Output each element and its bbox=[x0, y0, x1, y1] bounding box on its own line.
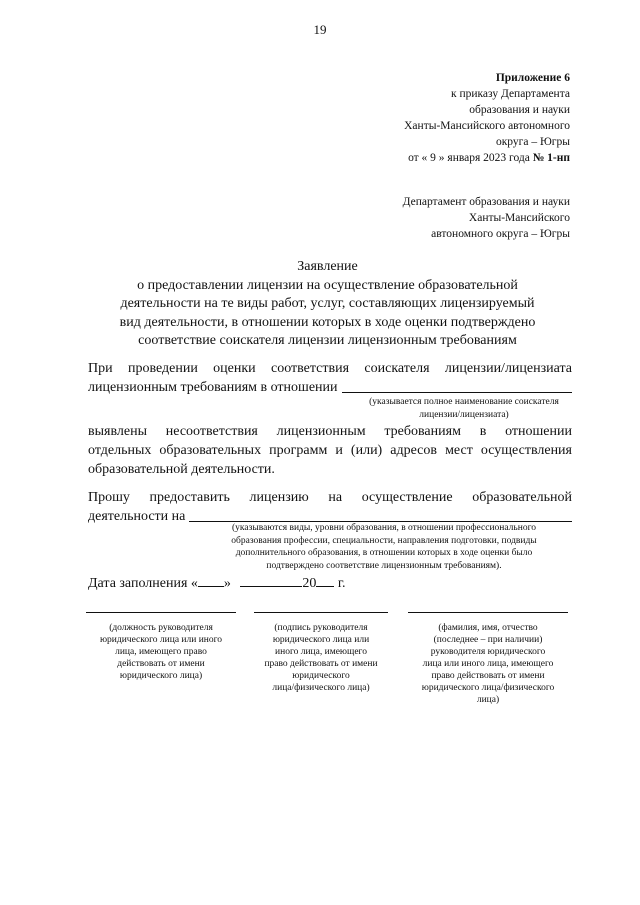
note-line: подтверждено соответствие лицензионным требованиям). bbox=[266, 560, 502, 571]
year-suffix: г. bbox=[337, 576, 346, 591]
signature-caption bbox=[86, 622, 236, 682]
activity-types-field[interactable] bbox=[189, 507, 572, 522]
caption-line: лица/физического лица) bbox=[272, 683, 370, 693]
statement-title-block bbox=[85, 258, 570, 351]
appendix-title: Приложение 6 bbox=[495, 72, 570, 84]
caption-line: иного лица, имеющего bbox=[275, 647, 367, 657]
caption-line: юридического bbox=[292, 671, 350, 681]
licensee-name-field[interactable] bbox=[342, 378, 572, 393]
appendix-line: образования и науки bbox=[469, 104, 570, 116]
addressee-block bbox=[403, 194, 570, 242]
paragraph-line: лицензионным требованиям в отношении bbox=[88, 380, 338, 395]
addressee-line: автономного округа – Югры bbox=[431, 228, 570, 240]
signature-line[interactable] bbox=[254, 612, 388, 613]
paragraph-line-with-blank bbox=[88, 378, 572, 397]
statement-title: Заявление bbox=[297, 259, 358, 274]
statement-subtitle-line: о предоставлении лицензии на осуществление образовательной bbox=[137, 277, 518, 293]
caption-line: (последнее – при наличии) bbox=[433, 635, 543, 645]
signature-position bbox=[86, 612, 236, 682]
appendix-line: Ханты-Мансийского автономного bbox=[404, 120, 570, 132]
appendix-date bbox=[404, 150, 570, 166]
statement-subtitle-line: соответствие соискателя лицензии лицензионным требованиям bbox=[138, 333, 517, 348]
paragraph-line: выявлены несоответствия лицензионным требованиям в отношении bbox=[88, 424, 572, 439]
caption-line: право действовать от имени bbox=[431, 671, 545, 681]
note-line: дополнительного образования, в отношении которых в ходе оценки было bbox=[235, 548, 533, 558]
addressee-line: Департамент образования и науки bbox=[402, 196, 570, 208]
signature-caption bbox=[408, 622, 568, 706]
caption-line: право действовать от имени bbox=[264, 659, 378, 669]
fullname-line[interactable] bbox=[408, 612, 568, 613]
caption-line: (подпись руководителя bbox=[274, 623, 368, 633]
paragraph-line: Прошу предоставить лицензию на осуществление образовательной bbox=[88, 490, 572, 505]
appendix-header bbox=[404, 70, 570, 166]
caption-line: (фамилия, имя, отчество bbox=[438, 623, 538, 633]
signature-caption bbox=[254, 622, 388, 694]
appendix-number: № 1-нп bbox=[532, 152, 570, 164]
paragraph-line: образовательной деятельности. bbox=[88, 462, 275, 477]
licensee-name-note bbox=[356, 396, 572, 421]
addressee-line: Ханты-Мансийского bbox=[468, 212, 570, 224]
paragraph-assessment bbox=[88, 359, 572, 397]
fill-date-label: Дата заполнения « bbox=[88, 576, 198, 591]
year-field[interactable] bbox=[316, 572, 334, 587]
caption-line: юридического лица) bbox=[119, 671, 203, 681]
appendix-date-text: от « 9 » января 2023 года bbox=[408, 152, 530, 164]
note-line: образования профессии, специальности, направления подготовки, подвиды bbox=[231, 535, 537, 546]
caption-line: (должность руководителя bbox=[109, 623, 213, 633]
position-line[interactable] bbox=[86, 612, 236, 613]
caption-line: лица, имеющего право bbox=[115, 647, 207, 657]
fill-date-line bbox=[88, 572, 346, 593]
activity-types-note bbox=[196, 522, 572, 572]
statement-subtitle-line: вид деятельности, в отношении которых в ходе оценки подтверждено bbox=[119, 314, 536, 330]
quote-close: » bbox=[223, 576, 231, 591]
caption-line: лица) bbox=[476, 695, 500, 705]
caption-line: юридического лица/физического bbox=[421, 683, 555, 693]
appendix-line: округа – Югры bbox=[495, 136, 570, 148]
note-line: (указываются виды, уровни образования, в отношении профессионального bbox=[232, 523, 536, 533]
note-line: лицензии/лицензиата) bbox=[419, 409, 509, 420]
year-prefix: 20 bbox=[302, 576, 317, 591]
paragraph-line: отдельных образовательных программ и (или) адресов мест осуществления bbox=[88, 443, 572, 458]
statement-subtitle-line: деятельности на те виды работ, услуг, составляющих лицензируемый bbox=[120, 296, 535, 311]
note-line: (указывается полное наименование соискателя bbox=[369, 397, 559, 407]
paragraph-line: деятельности на bbox=[88, 509, 186, 524]
day-field[interactable] bbox=[198, 572, 224, 587]
paragraph-request bbox=[88, 488, 572, 526]
caption-line: действовать от имени bbox=[117, 659, 205, 669]
signature-fullname bbox=[408, 612, 568, 706]
caption-line: лица или иного лица, имеющего bbox=[422, 659, 554, 669]
page-number: 19 bbox=[313, 22, 327, 37]
month-field[interactable] bbox=[240, 572, 302, 587]
paragraph-noncompliance bbox=[88, 422, 572, 479]
signature-sign bbox=[254, 612, 388, 694]
paragraph-line: При проведении оценки соответствия соискателя лицензии/лицензиата bbox=[88, 361, 572, 376]
appendix-line: к приказу Департамента bbox=[451, 88, 570, 100]
caption-line: юридического лица или иного bbox=[99, 635, 223, 645]
caption-line: юридического лица или bbox=[272, 635, 370, 645]
caption-line: руководителя юридического bbox=[430, 647, 546, 657]
